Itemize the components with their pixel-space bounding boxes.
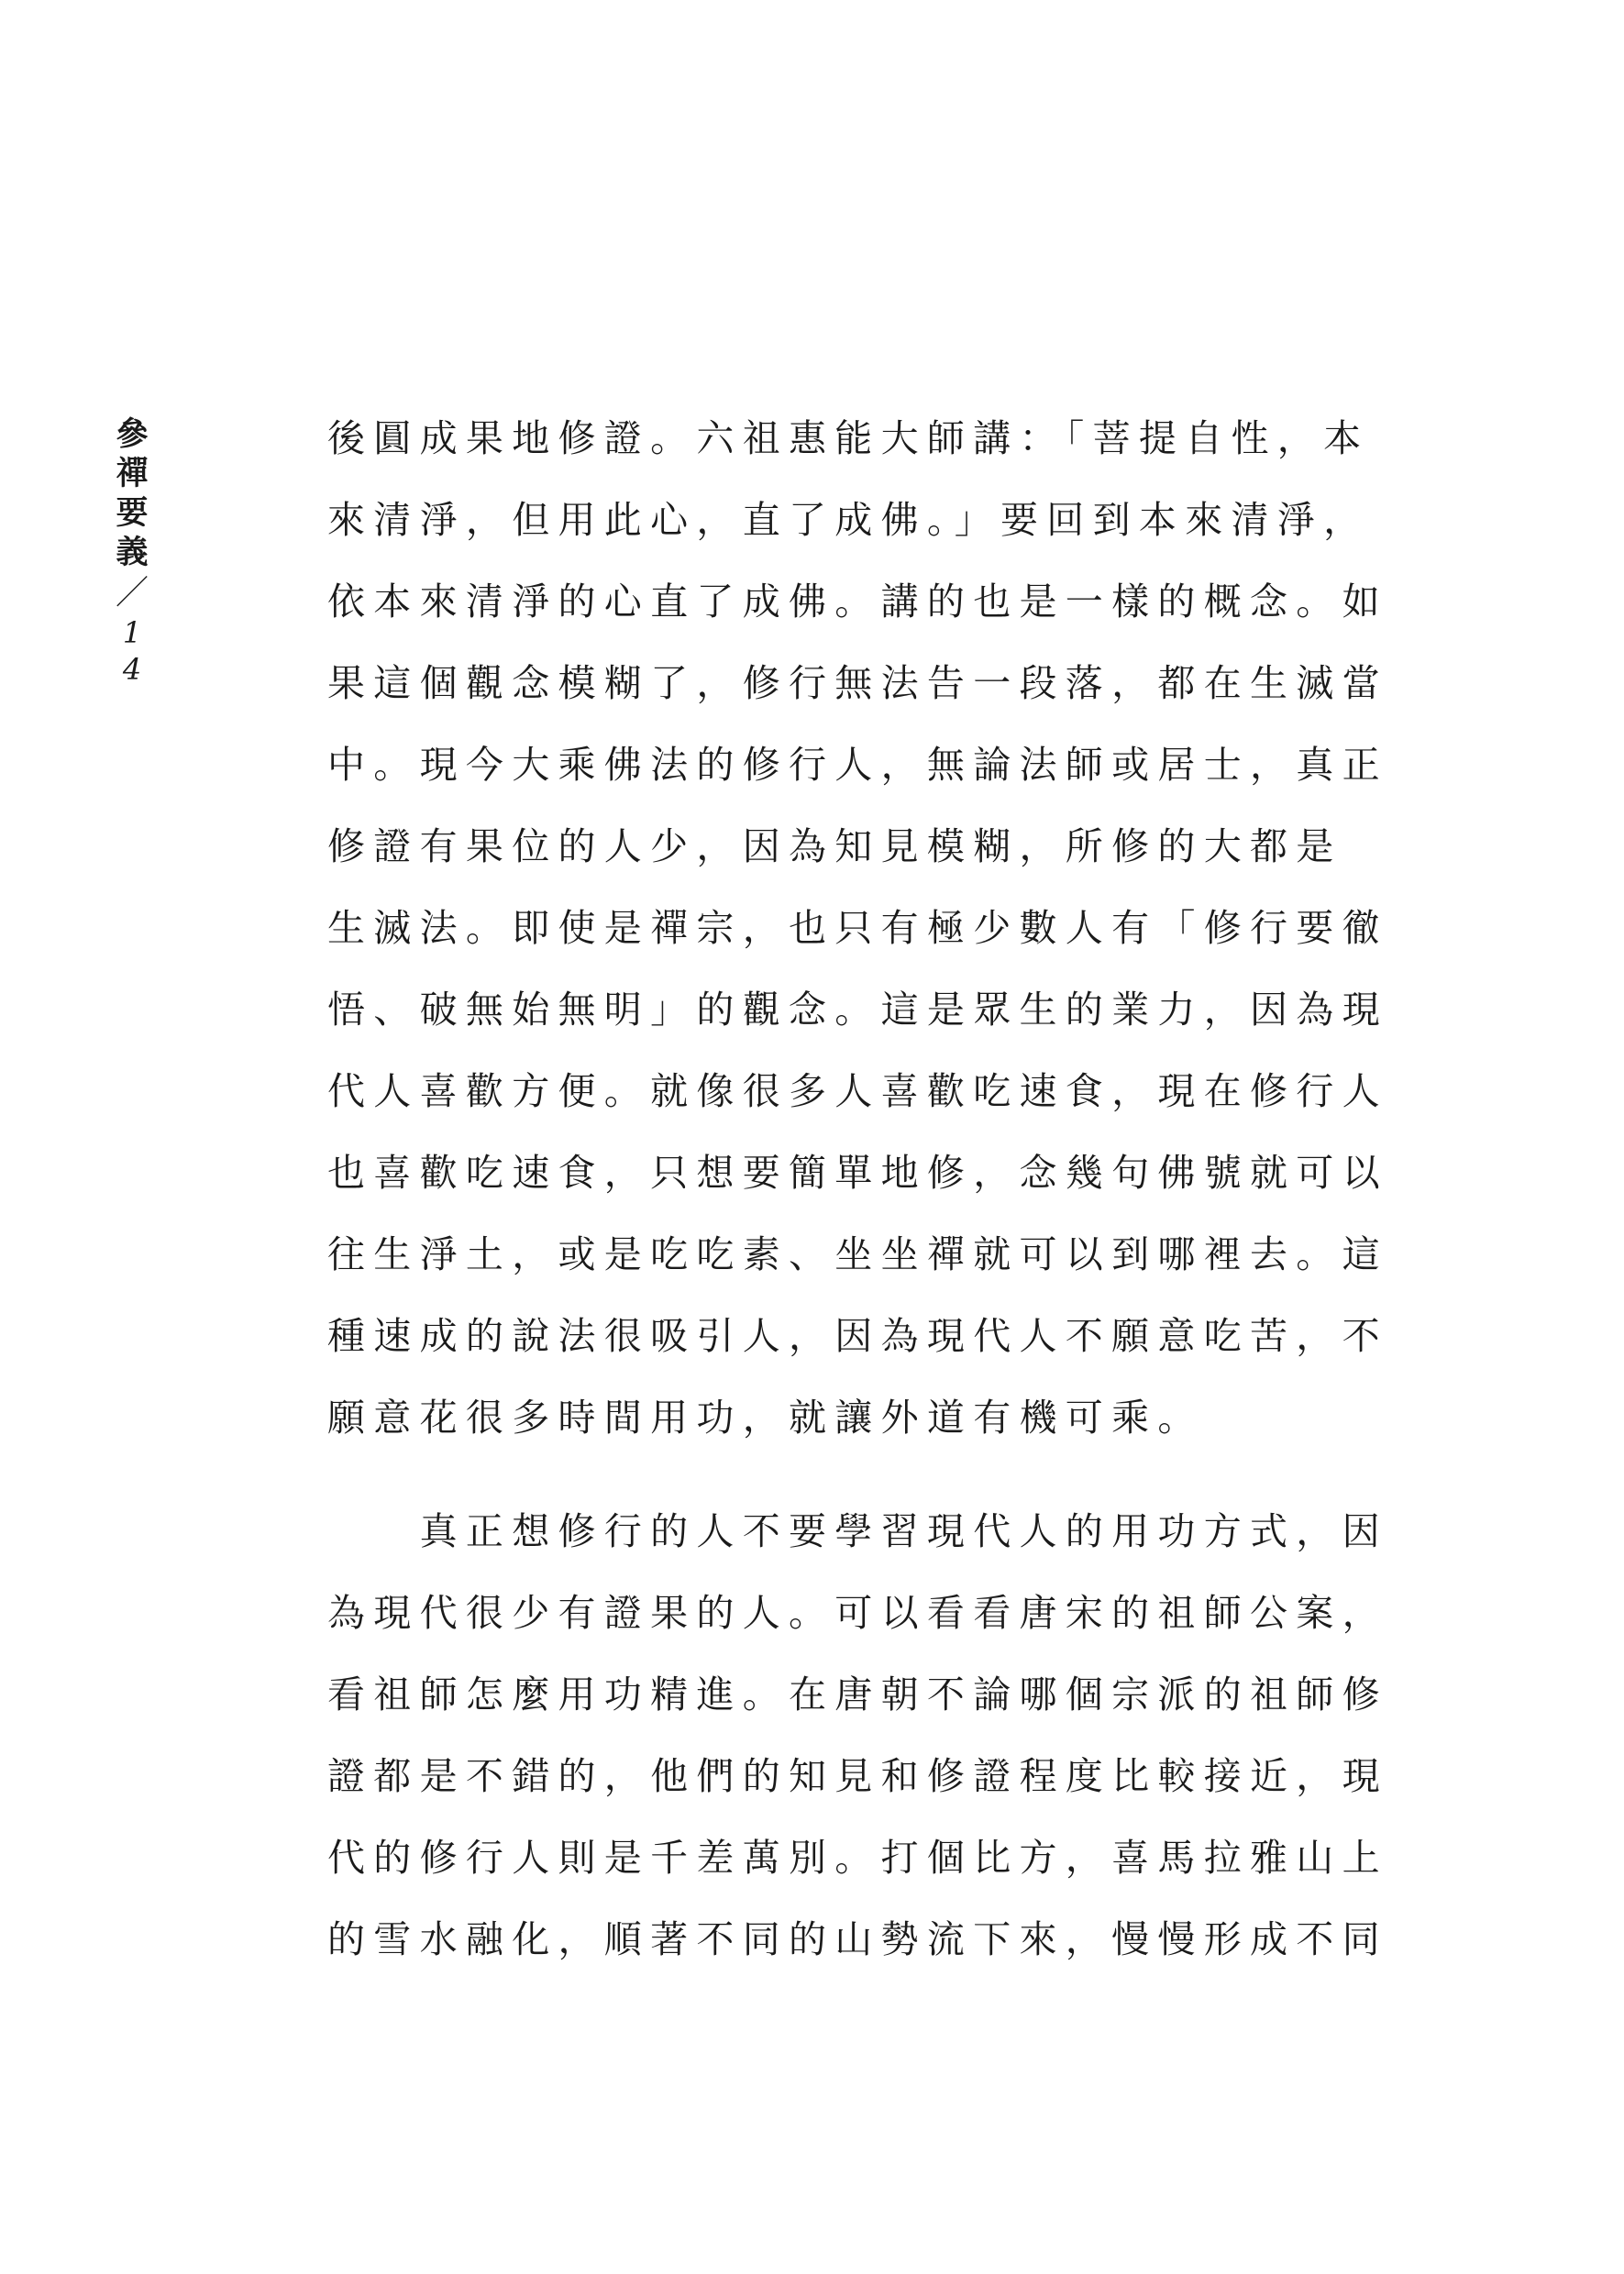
text-line: 修證有果位的人少，因為知見模糊，所修的大都是 [327,824,1342,868]
text-line: 也喜歡吃速食，只想要簡單地修，念幾句佛號就可以 [327,1151,1388,1195]
book-title-char: 義 [116,534,149,571]
text-line: 代人喜歡方便。就像很多人喜歡吃速食，現在修行人 [327,1069,1388,1113]
text-line: 種速成的說法很吸引人，因為現代人不願意吃苦，不 [327,1314,1388,1358]
text-line: 後圓成果地修證。六祖惠能大師講：「菩提自性，本 [327,416,1370,460]
text-line: 依本來清淨的心直了成佛。講的也是一樣的概念。如 [327,580,1388,624]
text-line: 往生淨土，或是吃吃素、坐坐禪就可以到哪裡去。這 [327,1232,1388,1276]
text-line: 為現代很少有證果的人。可以看看唐宋的祖師公案， [327,1591,1388,1635]
page-number-digit: 1 [122,615,142,650]
running-head [112,414,152,688]
text-line: 證都是不錯的，他們的知見和修證程度比較接近，現 [327,1754,1388,1798]
text-line: 生滅法。即使是禪宗，也只有極少數人有「修行要徹 [327,906,1388,950]
text-line: 悟、破無始無明」的觀念。這是眾生的業力，因為現 [327,988,1388,1032]
book-title-char: 禪 [116,455,149,492]
text-line: 願意花很多時間用功，就讓外道有機可乘。 [327,1396,1204,1440]
paragraph-2 [327,1491,1391,1981]
page-separator: ／ [115,574,149,612]
text-line: 的雪水融化，順著不同的山勢流下來，慢慢形成不同 [327,1917,1388,1961]
book-title-char: 參 [116,415,149,453]
page-number-digit: 4 [122,652,142,687]
text-line: 中。現今大乘佛法的修行人，無論法師或居士，真正 [327,743,1388,787]
text-line: 看祖師怎麼用功精進。在唐朝不論哪個宗派的祖師修 [327,1672,1388,1717]
text-line: 來清淨，但用此心，直了成佛。」要回到本來清淨， [327,498,1370,542]
text-line: 真正想修行的人不要學習現代人的用功方式，因 [327,1509,1388,1553]
text-line: 果這個觀念模糊了，修行無法告一段落，都在生滅當 [327,661,1388,705]
book-title-char: 要 [116,494,149,532]
text-line: 代的修行人則是千差萬別。打個比方，喜馬拉雅山上 [327,1836,1388,1880]
paragraph-1 [327,398,1391,1459]
